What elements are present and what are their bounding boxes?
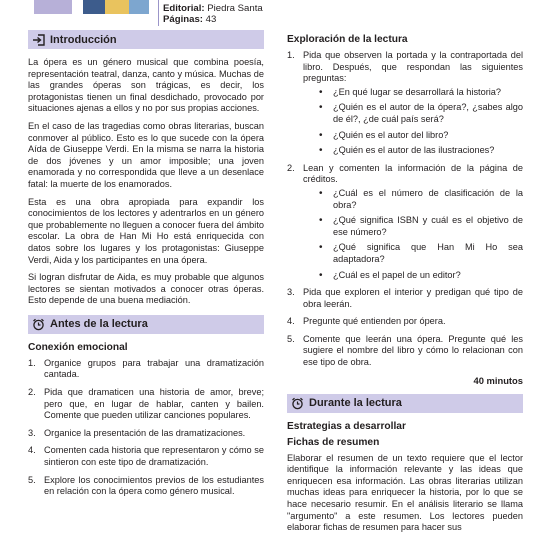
list-item: 2. Pida que dramaticen una historia de amor, breve; pero que, en lugar de hablar, canten y bailen. Comente que pueden utilizar canciones populares.	[28, 387, 264, 421]
intro-paragraph-3: Esta es una obra apropiada para expandir los conocimientos de los lectores y adentrarlos en un género que probablemente no lleguen a conocer fuera del ámbito escolar. La obra de Han Mi Ho está enriquecida con datos sobre los lugares y los protagonistas: Giuseppe Verdi, Aida y los participantes en una ópera.	[28, 196, 264, 265]
list-item: 3. Pida que exploren el interior y predigan qué tipo de obra leerán.	[287, 287, 523, 309]
alarm-clock-icon	[289, 394, 306, 413]
enter-arrow-icon	[30, 30, 47, 49]
durante-title: Durante la lectura	[309, 397, 402, 410]
duration-label: 40 minutos	[473, 374, 523, 386]
metadata-cut-line	[163, 0, 263, 3]
estrategias-subhead: Estrategias a desarrollar	[287, 420, 406, 432]
introduccion-title: Introducción	[50, 33, 117, 46]
introduccion-header	[28, 30, 264, 49]
intro-paragraph-2: En el caso de las tragedias como obras literarias, buscan conmover al público. Esto es lo que sucede con la ópera Aída de Giuseppe Verdi. En la misma se narra la historia de dos jóvenes y un amor imposible; una joven enamorada y no correspondida que lleve a un desenlace fatal: la muerte de los enamorados.	[28, 120, 264, 189]
book-metadata	[163, 0, 263, 25]
question-item: • ¿Cuál es el papel de un editor?	[303, 270, 523, 282]
metadata-divider	[158, 0, 159, 26]
top-color-swatch	[34, 0, 72, 14]
intro-paragraph-1: La ópera es un género musical que combina poesía, representación teatral, danza, canto y música. Muchas de las grandes óperas son trágicas, es decir, los protagonistas tienen un final desdichado, provocado por situaciones ajenas a ellos y no por sus propias acciones.	[28, 57, 264, 114]
fichas-subhead: Fichas de resumen	[287, 436, 380, 448]
exploracion-title: Exploración de la lectura	[287, 34, 408, 45]
list-item: 4. Comenten cada historia que representaron y cómo se sintieron con este tipo de dramatización.	[28, 445, 264, 468]
antes-title: Antes de la lectura	[50, 318, 148, 331]
pages-line: Páginas: 43	[163, 14, 217, 25]
intro-paragraph-4: Si logran disfrutar de Aida, es muy probable que algunos lectores se sientan motivados a conocer otras óperas. Esto depende de una buena mediación.	[28, 272, 264, 306]
antes-list	[28, 358, 264, 498]
book-cover-thumbnail	[83, 0, 149, 14]
list-item: 5. Explore los conocimientos previos de los estudiantes en relación con la ópera como género musical.	[28, 474, 264, 497]
question-item: • ¿Qué significa que Han Mi Ho sea adaptadora?	[303, 242, 523, 265]
durante-paragraph: Elaborar el resumen de un texto requiere que el lector identifique la información relevante y las ideas que enriquecen esa información. Las obras literarias utilizan muchas ideas para enriquecer la historia, por lo que se hace necesario resumir. En el análisis literario se llama "argumento" a este resumen. Los lectores pueden elaborar fichas de resumen para hacer sus	[287, 452, 523, 533]
durante-header	[287, 394, 523, 413]
publisher-line: Editorial: Piedra Santa	[163, 3, 263, 14]
list-item: 1. Organice grupos para trabajar una dramatización cantada.	[28, 357, 264, 380]
question-item: • ¿Quién es el autor de la ópera?, ¿sabes algo de él?, ¿de cuál país será?	[303, 102, 523, 125]
list-item: 3. Organice la presentación de las dramatizaciones.	[28, 427, 246, 438]
list-item: 4. Pregunte qué entienden por ópera.	[287, 316, 446, 327]
list-item: 5. Comente que leerán una ópera. Pregunte qué les sugiere el nombre del libro y cómo lo relacionan con ese tipo de obra.	[287, 333, 523, 368]
list-item: 1. Pida que observen la portada y la contraportada del libro. Después, que respondan las siguientes preguntas: • ¿En qué lugar se desarrollará la historia? • ¿Quién es el autor de la ópera?, ¿sabes algo de él?, ¿de cuál país será? • ¿Quién es el autor del libro? • ¿Quién es el autor de las ilustraciones?	[287, 50, 523, 157]
question-item: • ¿Quién es el autor del libro?	[303, 130, 523, 142]
left-column	[28, 30, 264, 504]
question-item: • ¿Qué significa ISBN y cuál es el objetivo de ese número?	[303, 215, 523, 238]
question-item: • ¿Quién es el autor de las ilustraciones?	[303, 145, 523, 157]
alarm-clock-icon	[30, 315, 47, 334]
list-item: 2. Lean y comenten la información de la página de créditos. • ¿Cuál es el número de clasificación de la obra? • ¿Qué significa ISBN y cuál es el objetivo de ese número? • ¿Qué significa que Han Mi Ho sea adaptadora? • ¿Cuál es el papel de un editor?	[287, 163, 523, 281]
conexion-subhead: Conexión emocional	[28, 341, 128, 353]
right-column	[287, 30, 523, 540]
question-list	[303, 87, 523, 157]
antes-header	[28, 315, 264, 334]
question-item: • ¿En qué lugar se desarrollará la historia?	[303, 87, 523, 99]
question-item: • ¿Cuál es el número de clasificación de la obra?	[303, 188, 523, 211]
exploracion-list	[287, 50, 523, 369]
question-list	[303, 188, 523, 281]
